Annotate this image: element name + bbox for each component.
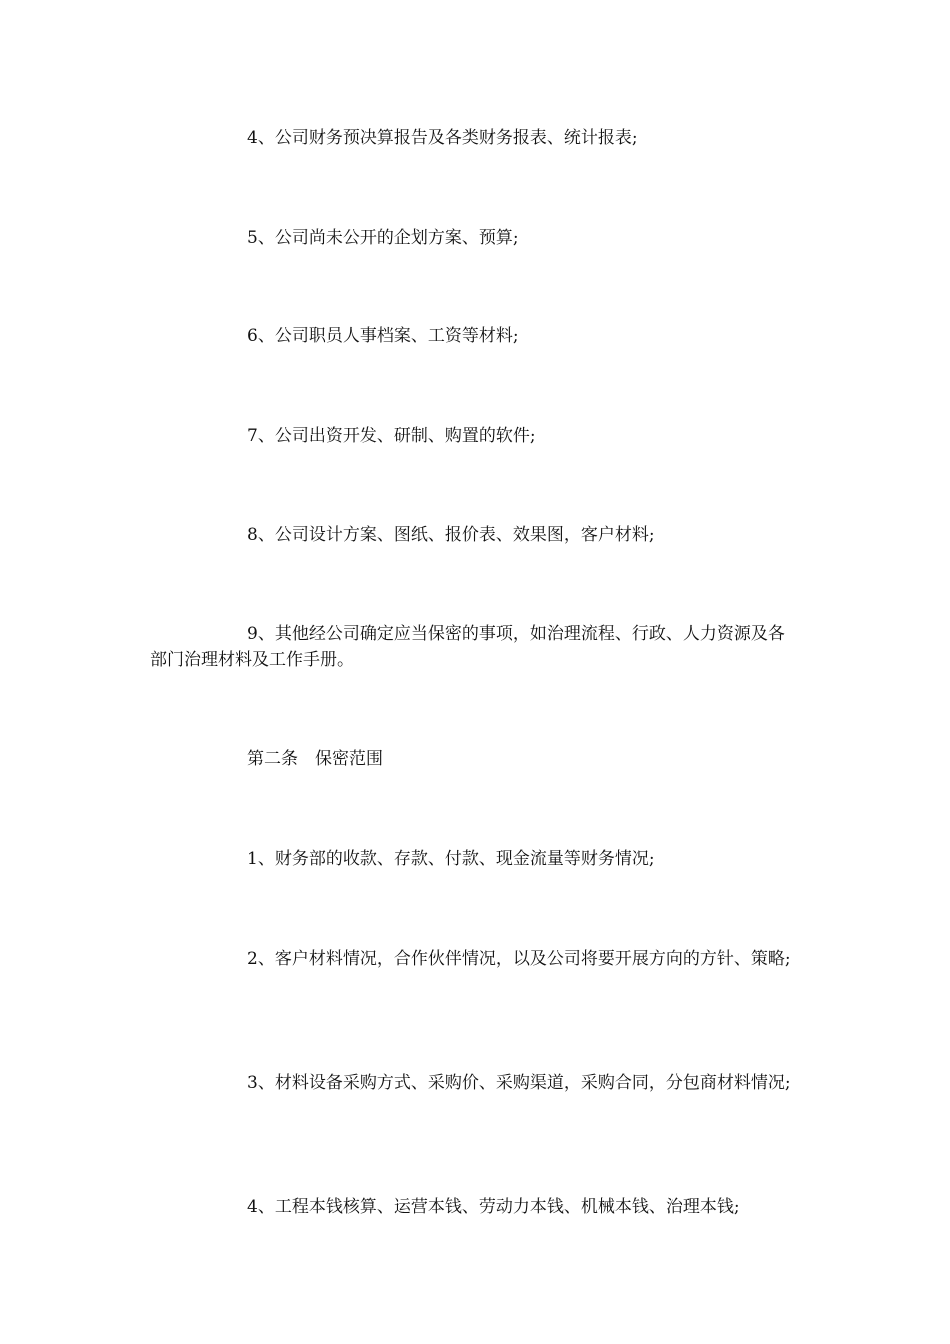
paragraph-item-9-other-confidential: 9、其他经公司确定应当保密的事项，如治理流程、行政、人力资源及各部门治理材料及工作手册。	[150, 624, 785, 670]
paragraph-scope-3-procurement: 3、材料设备采购方式、采购价、采购渠道，采购合同，分包商材料情况;	[247, 1073, 791, 1093]
paragraph-scope-1-finance: 1、财务部的收款、存款、付款、现金流量等财务情况;	[247, 849, 655, 869]
paragraph-item-7-software: 7、公司出资开发、研制、购置的软件;	[247, 426, 536, 446]
paragraph-item-6-personnel-files: 6、公司职员人事档案、工资等材料;	[247, 326, 519, 346]
section-heading-article-2: 第二条 保密范围	[247, 749, 383, 769]
paragraph-scope-4-costs: 4、工程本钱核算、运营本钱、劳动力本钱、机械本钱、治理本钱;	[247, 1197, 740, 1217]
paragraph-item-8-design-materials: 8、公司设计方案、图纸、报价表、效果图，客户材料;	[247, 525, 655, 545]
paragraph-item-5-plans-budget: 5、公司尚未公开的企划方案、预算;	[247, 228, 519, 248]
paragraph-item-4-finance-reports: 4、公司财务预决算报告及各类财务报表、统计报表;	[247, 128, 638, 148]
paragraph-scope-2-clients: 2、客户材料情况，合作伙伴情况，以及公司将要开展方向的方针、策略;	[247, 949, 791, 969]
